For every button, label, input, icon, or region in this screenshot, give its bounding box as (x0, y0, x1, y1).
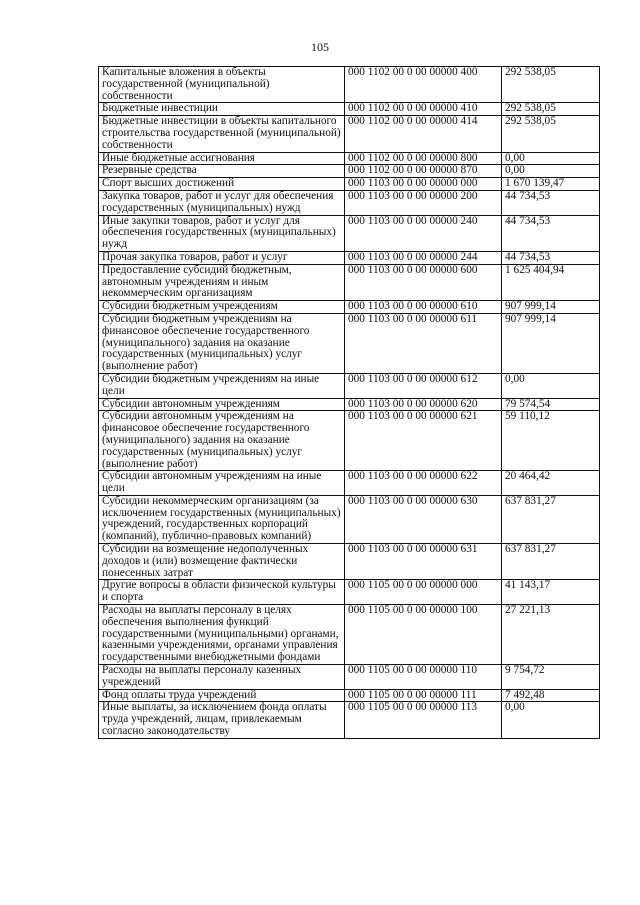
expense-name-cell: Иные закупки товаров, работ и услуг для обеспечения государственных (муниципальных) нужд (99, 215, 345, 251)
budget-code-cell: 000 1102 00 0 00 00000 400 (345, 67, 502, 103)
budget-code-cell: 000 1103 00 0 00 00000 612 (345, 373, 502, 398)
budget-table (98, 66, 600, 739)
amount-cell: 907 999,14 (502, 301, 600, 314)
expense-name-cell: Субсидии автономным учреждениям на финансовое обеспечение государственного (муниципального) задания на оказание государственных (муниципальных) услуг (выполнение работ) (99, 411, 345, 471)
table-row (99, 215, 600, 251)
budget-code-cell: 000 1105 00 0 00 00000 111 (345, 689, 502, 702)
amount-cell: 79 574,54 (502, 398, 600, 411)
table-row (99, 103, 600, 116)
budget-code-cell: 000 1105 00 0 00 00000 100 (345, 605, 502, 665)
expense-name-cell: Расходы на выплаты персоналу казенных учреждений (99, 665, 345, 690)
table-row (99, 605, 600, 665)
amount-cell: 9 754,72 (502, 665, 600, 690)
amount-cell: 44 734,53 (502, 251, 600, 264)
expense-name-cell: Субсидии автономным учреждениям на иные цели (99, 471, 345, 496)
table-row (99, 411, 600, 471)
expense-name-cell: Бюджетные инвестиции в объекты капитального строительства государственной (муниципальной) собственности (99, 116, 345, 152)
budget-code-cell: 000 1103 00 0 00 00000 244 (345, 251, 502, 264)
table-row (99, 251, 600, 264)
budget-code-cell: 000 1102 00 0 00 00000 414 (345, 116, 502, 152)
budget-code-cell: 000 1105 00 0 00 00000 000 (345, 580, 502, 605)
expense-name-cell: Субсидии бюджетным учреждениям на иные цели (99, 373, 345, 398)
expense-name-cell: Закупка товаров, работ и услуг для обеспечения государственных (муниципальных) нужд (99, 190, 345, 215)
table-row (99, 313, 600, 373)
budget-code-cell: 000 1103 00 0 00 00000 620 (345, 398, 502, 411)
amount-cell: 292 538,05 (502, 103, 600, 116)
budget-table-body (99, 67, 600, 739)
amount-cell: 44 734,53 (502, 190, 600, 215)
amount-cell: 27 221,13 (502, 605, 600, 665)
amount-cell: 1 670 139,47 (502, 178, 600, 191)
expense-name-cell: Предоставление субсидий бюджетным, автономным учреждениям и иным некоммерческим организациям (99, 264, 345, 300)
budget-code-cell: 000 1105 00 0 00 00000 110 (345, 665, 502, 690)
expense-name-cell: Другие вопросы в области физической культуры и спорта (99, 580, 345, 605)
amount-cell: 1 625 404,94 (502, 264, 600, 300)
budget-code-cell: 000 1103 00 0 00 00000 200 (345, 190, 502, 215)
expense-name-cell: Субсидии бюджетным учреждениям на финансовое обеспечение государственного (муниципального) задания на оказание государственных (муниципальных) услуг (выполнение работ) (99, 313, 345, 373)
table-row (99, 190, 600, 215)
table-row (99, 116, 600, 152)
amount-cell: 0,00 (502, 165, 600, 178)
amount-cell: 292 538,05 (502, 116, 600, 152)
table-row (99, 152, 600, 165)
amount-cell: 637 831,27 (502, 495, 600, 543)
budget-code-cell: 000 1103 00 0 00 00000 600 (345, 264, 502, 300)
expense-name-cell: Иные бюджетные ассигнования (99, 152, 345, 165)
expense-name-cell: Спорт высших достижений (99, 178, 345, 191)
expense-name-cell: Субсидии на возмещение недополученных доходов и (или) возмещение фактически понесенных затрат (99, 544, 345, 580)
amount-cell: 0,00 (502, 152, 600, 165)
budget-code-cell: 000 1103 00 0 00 00000 631 (345, 544, 502, 580)
page-number: 105 (311, 40, 329, 54)
amount-cell: 59 110,12 (502, 411, 600, 471)
expense-name-cell: Субсидии некоммерческим организациям (за исключением государственных (муниципальных) учреждений, государственных корпораций (компаний), публично-правовых компаний) (99, 495, 345, 543)
budget-code-cell: 000 1103 00 0 00 00000 240 (345, 215, 502, 251)
table-row (99, 580, 600, 605)
table-row (99, 495, 600, 543)
amount-cell: 0,00 (502, 702, 600, 738)
budget-code-cell: 000 1103 00 0 00 00000 610 (345, 301, 502, 314)
expense-name-cell: Иные выплаты, за исключением фонда оплаты труда учреждений, лицам, привлекаемым согласно законодательству (99, 702, 345, 738)
expense-name-cell: Фонд оплаты труда учреждений (99, 689, 345, 702)
budget-code-cell: 000 1105 00 0 00 00000 113 (345, 702, 502, 738)
table-row (99, 178, 600, 191)
budget-code-cell: 000 1102 00 0 00 00000 800 (345, 152, 502, 165)
budget-code-cell: 000 1103 00 0 00 00000 622 (345, 471, 502, 496)
budget-code-cell: 000 1102 00 0 00 00000 870 (345, 165, 502, 178)
table-row (99, 544, 600, 580)
table-row (99, 264, 600, 300)
table-row (99, 67, 600, 103)
amount-cell: 907 999,14 (502, 313, 600, 373)
expense-name-cell: Расходы на выплаты персоналу в целях обеспечения выполнения функций государственными (муниципальными) органами, казенными учреждениями, органами управления государственными внебюджетными фондами (99, 605, 345, 665)
budget-code-cell: 000 1103 00 0 00 00000 621 (345, 411, 502, 471)
table-row (99, 165, 600, 178)
amount-cell: 41 143,17 (502, 580, 600, 605)
amount-cell: 292 538,05 (502, 67, 600, 103)
amount-cell: 637 831,27 (502, 544, 600, 580)
budget-code-cell: 000 1103 00 0 00 00000 000 (345, 178, 502, 191)
budget-code-cell: 000 1102 00 0 00 00000 410 (345, 103, 502, 116)
expense-name-cell: Бюджетные инвестиции (99, 103, 345, 116)
table-row (99, 301, 600, 314)
table-row (99, 398, 600, 411)
amount-cell: 44 734,53 (502, 215, 600, 251)
amount-cell: 7 492,48 (502, 689, 600, 702)
table-row (99, 665, 600, 690)
table-row (99, 471, 600, 496)
table-row (99, 373, 600, 398)
budget-code-cell: 000 1103 00 0 00 00000 611 (345, 313, 502, 373)
expense-name-cell: Субсидии автономным учреждениям (99, 398, 345, 411)
table-row (99, 689, 600, 702)
expense-name-cell: Прочая закупка товаров, работ и услуг (99, 251, 345, 264)
expense-name-cell: Капитальные вложения в объекты государственной (муниципальной) собственности (99, 67, 345, 103)
amount-cell: 0,00 (502, 373, 600, 398)
budget-code-cell: 000 1103 00 0 00 00000 630 (345, 495, 502, 543)
amount-cell: 20 464,42 (502, 471, 600, 496)
expense-name-cell: Субсидии бюджетным учреждениям (99, 301, 345, 314)
table-row (99, 702, 600, 738)
expense-name-cell: Резервные средства (99, 165, 345, 178)
